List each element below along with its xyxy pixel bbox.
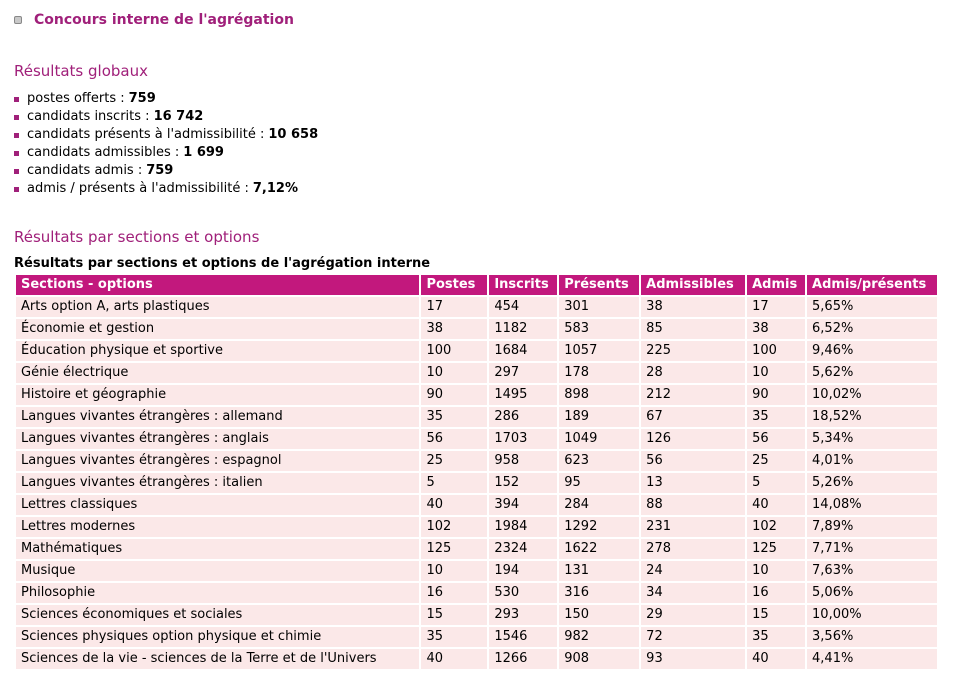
table-cell: 2324 — [489, 539, 557, 559]
table-cell: Sciences de la vie - sciences de la Terre et de l'Univers — [16, 649, 419, 669]
table-row — [16, 473, 937, 493]
table-cell: 35 — [747, 627, 805, 647]
table-cell: 1984 — [489, 517, 557, 537]
table-cell: 125 — [421, 539, 487, 559]
table-cell: 1703 — [489, 429, 557, 449]
table-cell: 10 — [747, 363, 805, 383]
column-header: Admis — [747, 275, 805, 295]
table-cell: Musique — [16, 561, 419, 581]
top-heading — [14, 12, 294, 28]
table-cell: 1495 — [489, 385, 557, 405]
table-cell: 17 — [747, 297, 805, 317]
table-cell: Mathématiques — [16, 539, 419, 559]
table-cell: 38 — [747, 319, 805, 339]
table-cell: 5,34% — [807, 429, 937, 449]
table-cell: 1049 — [559, 429, 639, 449]
table-cell: 17 — [421, 297, 487, 317]
table-cell: 16 — [421, 583, 487, 603]
stat-item: candidats admissibles : 1 699 — [14, 144, 318, 162]
square-bullet-icon — [14, 151, 19, 156]
table-cell: 7,63% — [807, 561, 937, 581]
table-cell: 5,62% — [807, 363, 937, 383]
stat-item: candidats admis : 759 — [14, 162, 318, 180]
table-row — [16, 539, 937, 559]
global-results-title: Résultats globaux — [14, 62, 148, 80]
table-row — [16, 583, 937, 603]
table-cell: 4,41% — [807, 649, 937, 669]
table-cell: 293 — [489, 605, 557, 625]
table-cell: Langues vivantes étrangères : italien — [16, 473, 419, 493]
table-row — [16, 605, 937, 625]
table-row — [16, 517, 937, 537]
table-cell: 100 — [421, 341, 487, 361]
table-cell: 898 — [559, 385, 639, 405]
table-row — [16, 363, 937, 383]
table-cell: 34 — [641, 583, 745, 603]
bullet-icon — [14, 16, 22, 24]
table-cell: Éducation physique et sportive — [16, 341, 419, 361]
table-cell: 10 — [747, 561, 805, 581]
table-cell: 394 — [489, 495, 557, 515]
table-cell: 958 — [489, 451, 557, 471]
table-cell: 286 — [489, 407, 557, 427]
table-cell: 25 — [421, 451, 487, 471]
table-cell: Langues vivantes étrangères : anglais — [16, 429, 419, 449]
square-bullet-icon — [14, 169, 19, 174]
column-header: Inscrits — [489, 275, 557, 295]
table-cell: 93 — [641, 649, 745, 669]
table-cell: 1684 — [489, 341, 557, 361]
table-cell: Arts option A, arts plastiques — [16, 297, 419, 317]
table-cell: 24 — [641, 561, 745, 581]
table-cell: 284 — [559, 495, 639, 515]
table-cell: 530 — [489, 583, 557, 603]
table-cell: 13 — [641, 473, 745, 493]
table-body — [16, 297, 937, 669]
stat-item: admis / présents à l'admissibilité : 7,12% — [14, 180, 318, 198]
table-row — [16, 429, 937, 449]
table-cell: 1292 — [559, 517, 639, 537]
table-cell: 3,56% — [807, 627, 937, 647]
table-cell: 5 — [747, 473, 805, 493]
table-cell: 56 — [421, 429, 487, 449]
table-row — [16, 297, 937, 317]
table-cell: 29 — [641, 605, 745, 625]
table-cell: Histoire et géographie — [16, 385, 419, 405]
table-cell: 583 — [559, 319, 639, 339]
table-cell: 231 — [641, 517, 745, 537]
table-row — [16, 451, 937, 471]
table-cell: 102 — [421, 517, 487, 537]
table-cell: 16 — [747, 583, 805, 603]
table-cell: 10 — [421, 561, 487, 581]
table-cell: 131 — [559, 561, 639, 581]
table-cell: 72 — [641, 627, 745, 647]
column-header: Sections - options — [16, 275, 419, 295]
table-cell: 623 — [559, 451, 639, 471]
table-cell: 7,71% — [807, 539, 937, 559]
table-cell: 6,52% — [807, 319, 937, 339]
table-cell: 9,46% — [807, 341, 937, 361]
table-cell: 1546 — [489, 627, 557, 647]
table-cell: 14,08% — [807, 495, 937, 515]
table-row — [16, 341, 937, 361]
table-cell: 15 — [421, 605, 487, 625]
table-cell: 35 — [747, 407, 805, 427]
table-caption: Résultats par sections et options de l'agrégation interne — [14, 256, 431, 271]
table-cell: 212 — [641, 385, 745, 405]
results-table — [14, 273, 939, 671]
table-cell: 125 — [747, 539, 805, 559]
table-row — [16, 385, 937, 405]
table-row — [16, 495, 937, 515]
table-cell: 40 — [747, 495, 805, 515]
table-row — [16, 407, 937, 427]
table-cell: 10 — [421, 363, 487, 383]
table-cell: 40 — [421, 649, 487, 669]
table-row — [16, 627, 937, 647]
table-cell: 5 — [421, 473, 487, 493]
table-cell: 5,65% — [807, 297, 937, 317]
square-bullet-icon — [14, 187, 19, 192]
table-cell: 908 — [559, 649, 639, 669]
table-cell: 1182 — [489, 319, 557, 339]
table-cell: 38 — [421, 319, 487, 339]
table-cell: 7,89% — [807, 517, 937, 537]
table-cell: Économie et gestion — [16, 319, 419, 339]
stat-item: candidats présents à l'admissibilité : 10 658 — [14, 126, 318, 144]
global-stats-list — [14, 90, 318, 198]
column-header: Admis/présents — [807, 275, 937, 295]
table-cell: 5,06% — [807, 583, 937, 603]
table-cell: 4,01% — [807, 451, 937, 471]
table-cell: Philosophie — [16, 583, 419, 603]
square-bullet-icon — [14, 97, 19, 102]
table-cell: Sciences physiques option physique et chimie — [16, 627, 419, 647]
table-cell: 88 — [641, 495, 745, 515]
table-row — [16, 561, 937, 581]
table-cell: 5,26% — [807, 473, 937, 493]
table-cell: 40 — [421, 495, 487, 515]
table-cell: 28 — [641, 363, 745, 383]
table-cell: 1057 — [559, 341, 639, 361]
table-cell: 316 — [559, 583, 639, 603]
concours-link[interactable]: Concours interne de l'agrégation — [34, 12, 294, 28]
table-header-row — [16, 275, 937, 295]
table-cell: Langues vivantes étrangères : espagnol — [16, 451, 419, 471]
table-cell: 102 — [747, 517, 805, 537]
table-cell: 178 — [559, 363, 639, 383]
column-header: Présents — [559, 275, 639, 295]
table-cell: 1622 — [559, 539, 639, 559]
table-cell: 189 — [559, 407, 639, 427]
table-cell: 35 — [421, 627, 487, 647]
table-cell: Langues vivantes étrangères : allemand — [16, 407, 419, 427]
table-cell: 40 — [747, 649, 805, 669]
table-cell: 454 — [489, 297, 557, 317]
table-cell: Lettres classiques — [16, 495, 419, 515]
table-cell: 95 — [559, 473, 639, 493]
table-cell: Génie électrique — [16, 363, 419, 383]
table-cell: 225 — [641, 341, 745, 361]
stat-item: candidats inscrits : 16 742 — [14, 108, 318, 126]
table-cell: 1266 — [489, 649, 557, 669]
column-header: Admissibles — [641, 275, 745, 295]
table-cell: 90 — [421, 385, 487, 405]
table-cell: 56 — [747, 429, 805, 449]
square-bullet-icon — [14, 133, 19, 138]
table-cell: 10,02% — [807, 385, 937, 405]
table-cell: 194 — [489, 561, 557, 581]
table-cell: 35 — [421, 407, 487, 427]
table-row — [16, 649, 937, 669]
table-cell: 150 — [559, 605, 639, 625]
table-cell: Sciences économiques et sociales — [16, 605, 419, 625]
table-cell: 10,00% — [807, 605, 937, 625]
table-cell: 56 — [641, 451, 745, 471]
column-header: Postes — [421, 275, 487, 295]
table-cell: 126 — [641, 429, 745, 449]
table-cell: 15 — [747, 605, 805, 625]
table-cell: 38 — [641, 297, 745, 317]
sections-results-title: Résultats par sections et options — [14, 228, 260, 246]
table-cell: 982 — [559, 627, 639, 647]
stat-item: postes offerts : 759 — [14, 90, 318, 108]
table-cell: 278 — [641, 539, 745, 559]
table-cell: Lettres modernes — [16, 517, 419, 537]
table-cell: 90 — [747, 385, 805, 405]
square-bullet-icon — [14, 115, 19, 120]
table-cell: 297 — [489, 363, 557, 383]
table-row — [16, 319, 937, 339]
table-cell: 301 — [559, 297, 639, 317]
table-cell: 18,52% — [807, 407, 937, 427]
table-cell: 100 — [747, 341, 805, 361]
table-cell: 85 — [641, 319, 745, 339]
table-cell: 67 — [641, 407, 745, 427]
table-cell: 152 — [489, 473, 557, 493]
table-cell: 25 — [747, 451, 805, 471]
